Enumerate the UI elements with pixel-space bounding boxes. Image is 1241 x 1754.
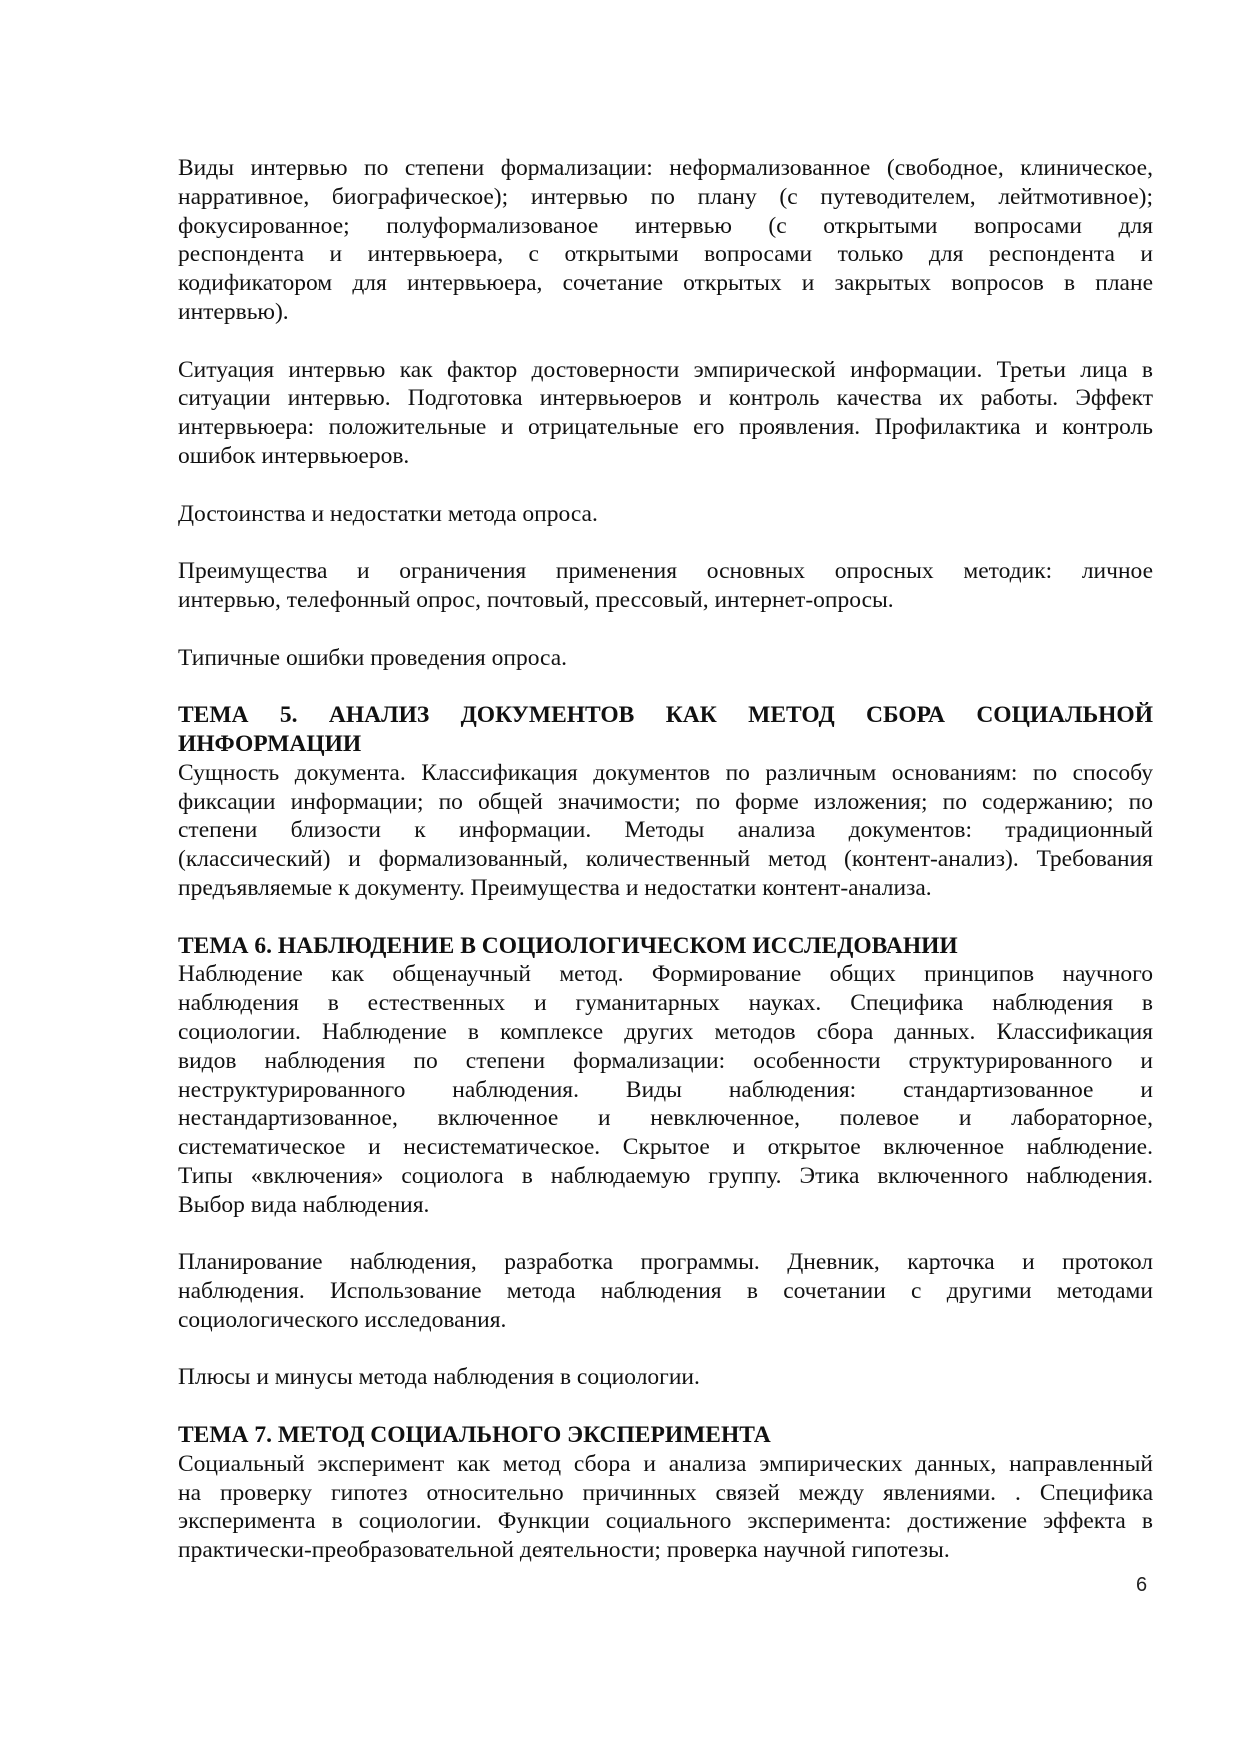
text-line: социологического исследования. (178, 1306, 507, 1333)
text-line: ошибок интервьюеров. (178, 442, 410, 469)
body-paragraph (178, 500, 1153, 529)
text-line: систематическое и несистематическое. Скрытое и открытое включенное наблюдение. (178, 1134, 1153, 1161)
text-line: Преимущества и ограничения применения основных опросных методик: личное (178, 558, 1153, 585)
body-paragraph (178, 154, 1153, 327)
text-line: Достоинства и недостатки метода опроса. (178, 500, 598, 527)
body-paragraph (178, 759, 1153, 903)
body-paragraph (178, 557, 1153, 615)
text-line: Типичные ошибки проведения опроса. (178, 644, 568, 671)
text-line: интервьюера: положительные и отрицательные его проявления. Профилактика и контроль (178, 414, 1153, 441)
text-line: Типы «включения» социолога в наблюдаемую группу. Этика включенного наблюдения. (178, 1162, 1153, 1189)
text-line: практически-преобразовательной деятельности; проверка научной гипотезы. (178, 1537, 950, 1564)
text-line: нестандартизованное, включенное и невключенное, полевое и лабораторное, (178, 1105, 1153, 1132)
text-line: (классический) и формализованный, количественный метод (контент-анализ). Требования (178, 846, 1153, 873)
text-line: ТЕМА 6. НАБЛЮДЕНИЕ В СОЦИОЛОГИЧЕСКОМ ИССЛЕДОВАНИИ (178, 932, 958, 959)
text-line: социологии. Наблюдение в комплексе других методов сбора данных. Классификация (178, 1018, 1153, 1045)
page-number: 6 (1136, 1574, 1148, 1596)
body-paragraph (178, 356, 1153, 471)
text-line: на проверку гипотез относительно причинных связей между явлениями. . Специфика (178, 1479, 1153, 1506)
text-line: фокусированное; полуформализованое интервью (с открытыми вопросами для (178, 212, 1153, 239)
text-line: Планирование наблюдения, разработка программы. Дневник, карточка и протокол (178, 1249, 1153, 1276)
text-line: предъявляемые к документу. Преимущества и недостатки контент-анализа. (178, 874, 932, 901)
text-line: видов наблюдения по степени формализации: особенности структурированного и (178, 1047, 1153, 1074)
text-line: интервью, телефонный опрос, почтовый, прессовый, интернет-опросы. (178, 586, 894, 613)
section-heading (178, 1421, 1153, 1450)
text-line: ИНФОРМАЦИИ (178, 730, 362, 757)
text-line: Виды интервью по степени формализации: неформализованное (свободное, клиническое, (178, 155, 1153, 181)
text-line: Выбор вида наблюдения. (178, 1191, 430, 1218)
text-line: Ситуация интервью как фактор достоверности эмпирической информации. Третьи лица в (178, 356, 1153, 383)
text-line: степени близости к информации. Методы анализа документов: традиционный (178, 817, 1153, 844)
text-line: Плюсы и минусы метода наблюдения в социологии. (178, 1364, 700, 1391)
section-heading (178, 932, 1153, 961)
text-line: Сущность документа. Классификация документов по различным основаниям: по способу (178, 759, 1153, 786)
text-line: ситуации интервью. Подготовка интервьюеров и контроль качества их работы. Эффект (178, 385, 1153, 412)
text-line: наблюдения в естественных и гуманитарных науках. Специфика наблюдения в (178, 990, 1153, 1017)
text-line: фиксации информации; по общей значимости; по форме изложения; по содержанию; по (178, 788, 1153, 815)
text-line: Наблюдение как общенаучный метод. Формирование общих принципов научного (178, 961, 1153, 988)
section-heading (178, 701, 1153, 759)
text-line: неструктурированного наблюдения. Виды наблюдения: стандартизованное и (178, 1076, 1153, 1103)
body-paragraph (178, 1450, 1153, 1565)
text-line: ТЕМА 5. АНАЛИЗ ДОКУМЕНТОВ КАК МЕТОД СБОРА СОЦИАЛЬНОЙ (178, 702, 1153, 729)
body-paragraph (178, 1363, 1153, 1392)
text-line: Социальный эксперимент как метод сбора и анализа эмпирических данных, направленный (178, 1450, 1153, 1477)
text-line: ТЕМА 7. МЕТОД СОЦИАЛЬНОГО ЭКСПЕРИМЕНТА (178, 1422, 771, 1449)
text-line: респондента и интервьюера, с открытыми вопросами только для респондента и (178, 241, 1153, 268)
document-page-body (178, 154, 1153, 1565)
body-paragraph (178, 644, 1153, 673)
text-line: нарративное, биографическое); интервью по плану (с путеводителем, лейтмотивное); (178, 183, 1153, 210)
body-paragraph (178, 960, 1153, 1219)
text-line: эксперимента в социологии. Функции социального эксперимента: достижение эффекта в (178, 1508, 1153, 1535)
text-line: интервью). (178, 298, 289, 325)
text-line: наблюдения. Использование метода наблюдения в сочетании с другими методами (178, 1278, 1153, 1305)
text-line: кодификатором для интервьюера, сочетание открытых и закрытых вопросов в плане (178, 270, 1153, 297)
body-paragraph (178, 1248, 1153, 1334)
